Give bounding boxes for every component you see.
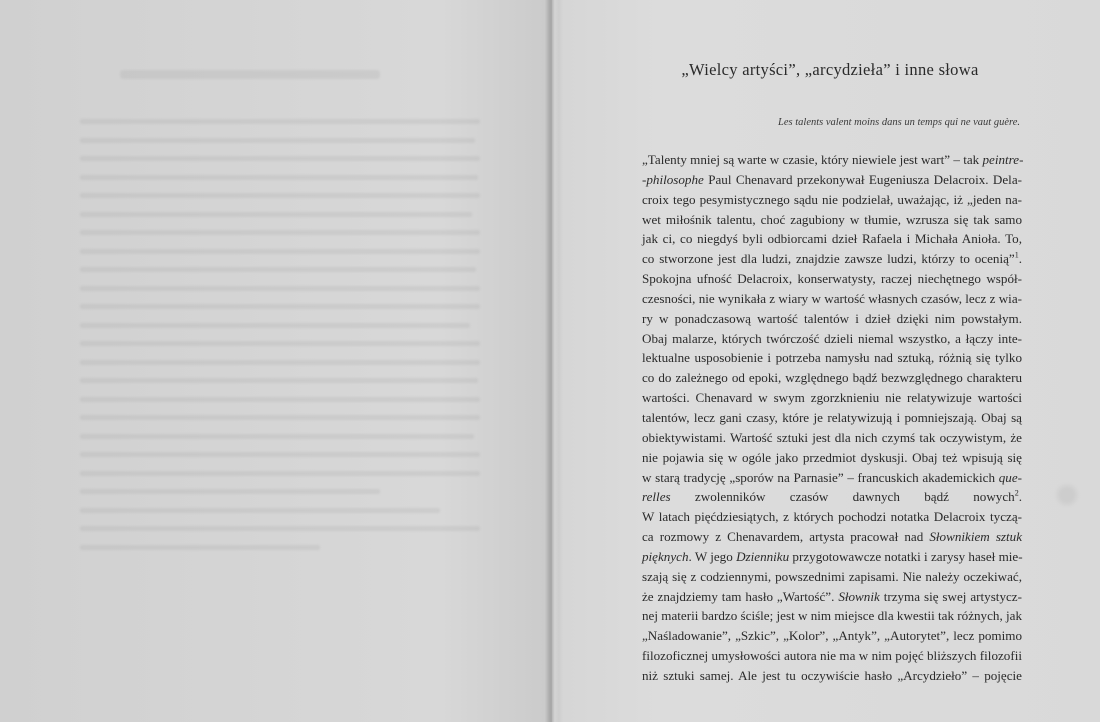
text-line: filozoficznej umysłowości autora nie ma w nim pojęć bliższych filozofii	[642, 648, 1022, 664]
text-line: ca rozmowy z Chenavardem, artysta pracował nad Słownikiem sztuk	[642, 529, 1023, 545]
text-line: że znajdziemy tam hasło „Wartość”. Słownik trzyma się swej artystycz-	[642, 588, 1022, 604]
text-line: nie pojawia się w ogóle jako przedmiot dyskusji. Obaj też wpisują się	[642, 449, 1022, 465]
text-line: wartości. Chenavard w swym zgorzknieniu nie relatywizuje wartości	[642, 390, 1022, 406]
text-line: „Naśladowanie”, „Szkic”, „Kolor”, „Antyk”, „Autorytet”, lecz pomimo	[642, 628, 1022, 644]
text-line: Spokojna ufność Delacroix, konserwatysty, raczej niechętnego współ-	[642, 271, 1022, 287]
text-line: W latach pięćdziesiątych, z których pochodzi notatka Delacroix tyczą-	[642, 509, 1022, 525]
text-line: -philosophe Paul Chenavard przekonywał Eugeniusza Delacroix. Dela-	[642, 171, 1022, 187]
gutter-fold	[551, 0, 552, 722]
text-line: Obaj malarze, których twórczość dzieli niemal wszystko, a łączy inte-	[642, 330, 1022, 346]
text-line: szają się z codziennymi, powszednimi zapisami. Nie należy oczekiwać,	[642, 568, 1022, 584]
text-line: „Talenty mniej są warte w czasie, który niewiele jest wart” – tak peintre-	[642, 152, 1024, 167]
text-line: lektualne usposobienie i potrzeba namysłu nad sztuką, różnią się tylko	[642, 350, 1022, 366]
text-line: w starą tradycję „sporów na Parnasie” – francuskich akademickich que-	[642, 469, 1022, 485]
text-line: obiektywistami. Wartość sztuki jest dla nich czymś tak oczywistym, że	[642, 429, 1022, 445]
text-line: talentów, lecz gani czasy, które je relatywizują i pomniejszają. Obaj są	[642, 409, 1022, 425]
text-line: jak ci, co niegdyś byli odbiorcami dzieł Rafaela i Michała Anioła. To,	[642, 231, 1022, 247]
bleed-through-text	[80, 60, 480, 680]
text-line: wet miłośnik talentu, choć zagubiony w tłumie, wzrusza się tak samo	[642, 211, 1022, 227]
text-line: ry w ponadczasową wartość talentów i dzieł dzięki nim powstałym.	[642, 310, 1022, 326]
text-line: co do zależnego od epoki, względnego bądź bezwzględnego charakteru	[642, 370, 1022, 386]
page-mark	[1057, 485, 1077, 505]
body-text	[642, 150, 1022, 686]
text-line: croix tego pesymistycznego sądu nie podzielał, uważając, iż „jeden na-	[642, 191, 1022, 207]
text-line: niż sztuki samej. Ale jest tu oczywiście hasło „Arcydzieło” – pojęcie	[642, 667, 1022, 683]
right-page	[560, 0, 1100, 722]
text-line: relles zwolenników czasów dawnych bądź nowych$^2$.	[642, 488, 1022, 505]
book-gutter	[545, 0, 559, 722]
text-line: pięknych. W jego Dzienniku przygotowawcze notatki i zarysy haseł mie-	[642, 548, 1023, 564]
text-line: nej materii bardzo ściśle; jest w nim miejsce dla kwestii tak różnych, jak	[642, 608, 1022, 624]
text-line: co stworzone jest dla ludzi, znajdzie zawsze ludzi, którzy to ocenią”$^1$.	[642, 250, 1022, 267]
text-line: czesności, nie wynikała z wiary w wartość własnych czasów, lecz z wia-	[642, 290, 1022, 306]
epigraph: Les talents valent moins dans un temps qui ne vaut guère.	[778, 117, 1020, 128]
chapter-title: „Wielcy artyści”, „arcydzieła” i inne słowa	[681, 60, 979, 79]
